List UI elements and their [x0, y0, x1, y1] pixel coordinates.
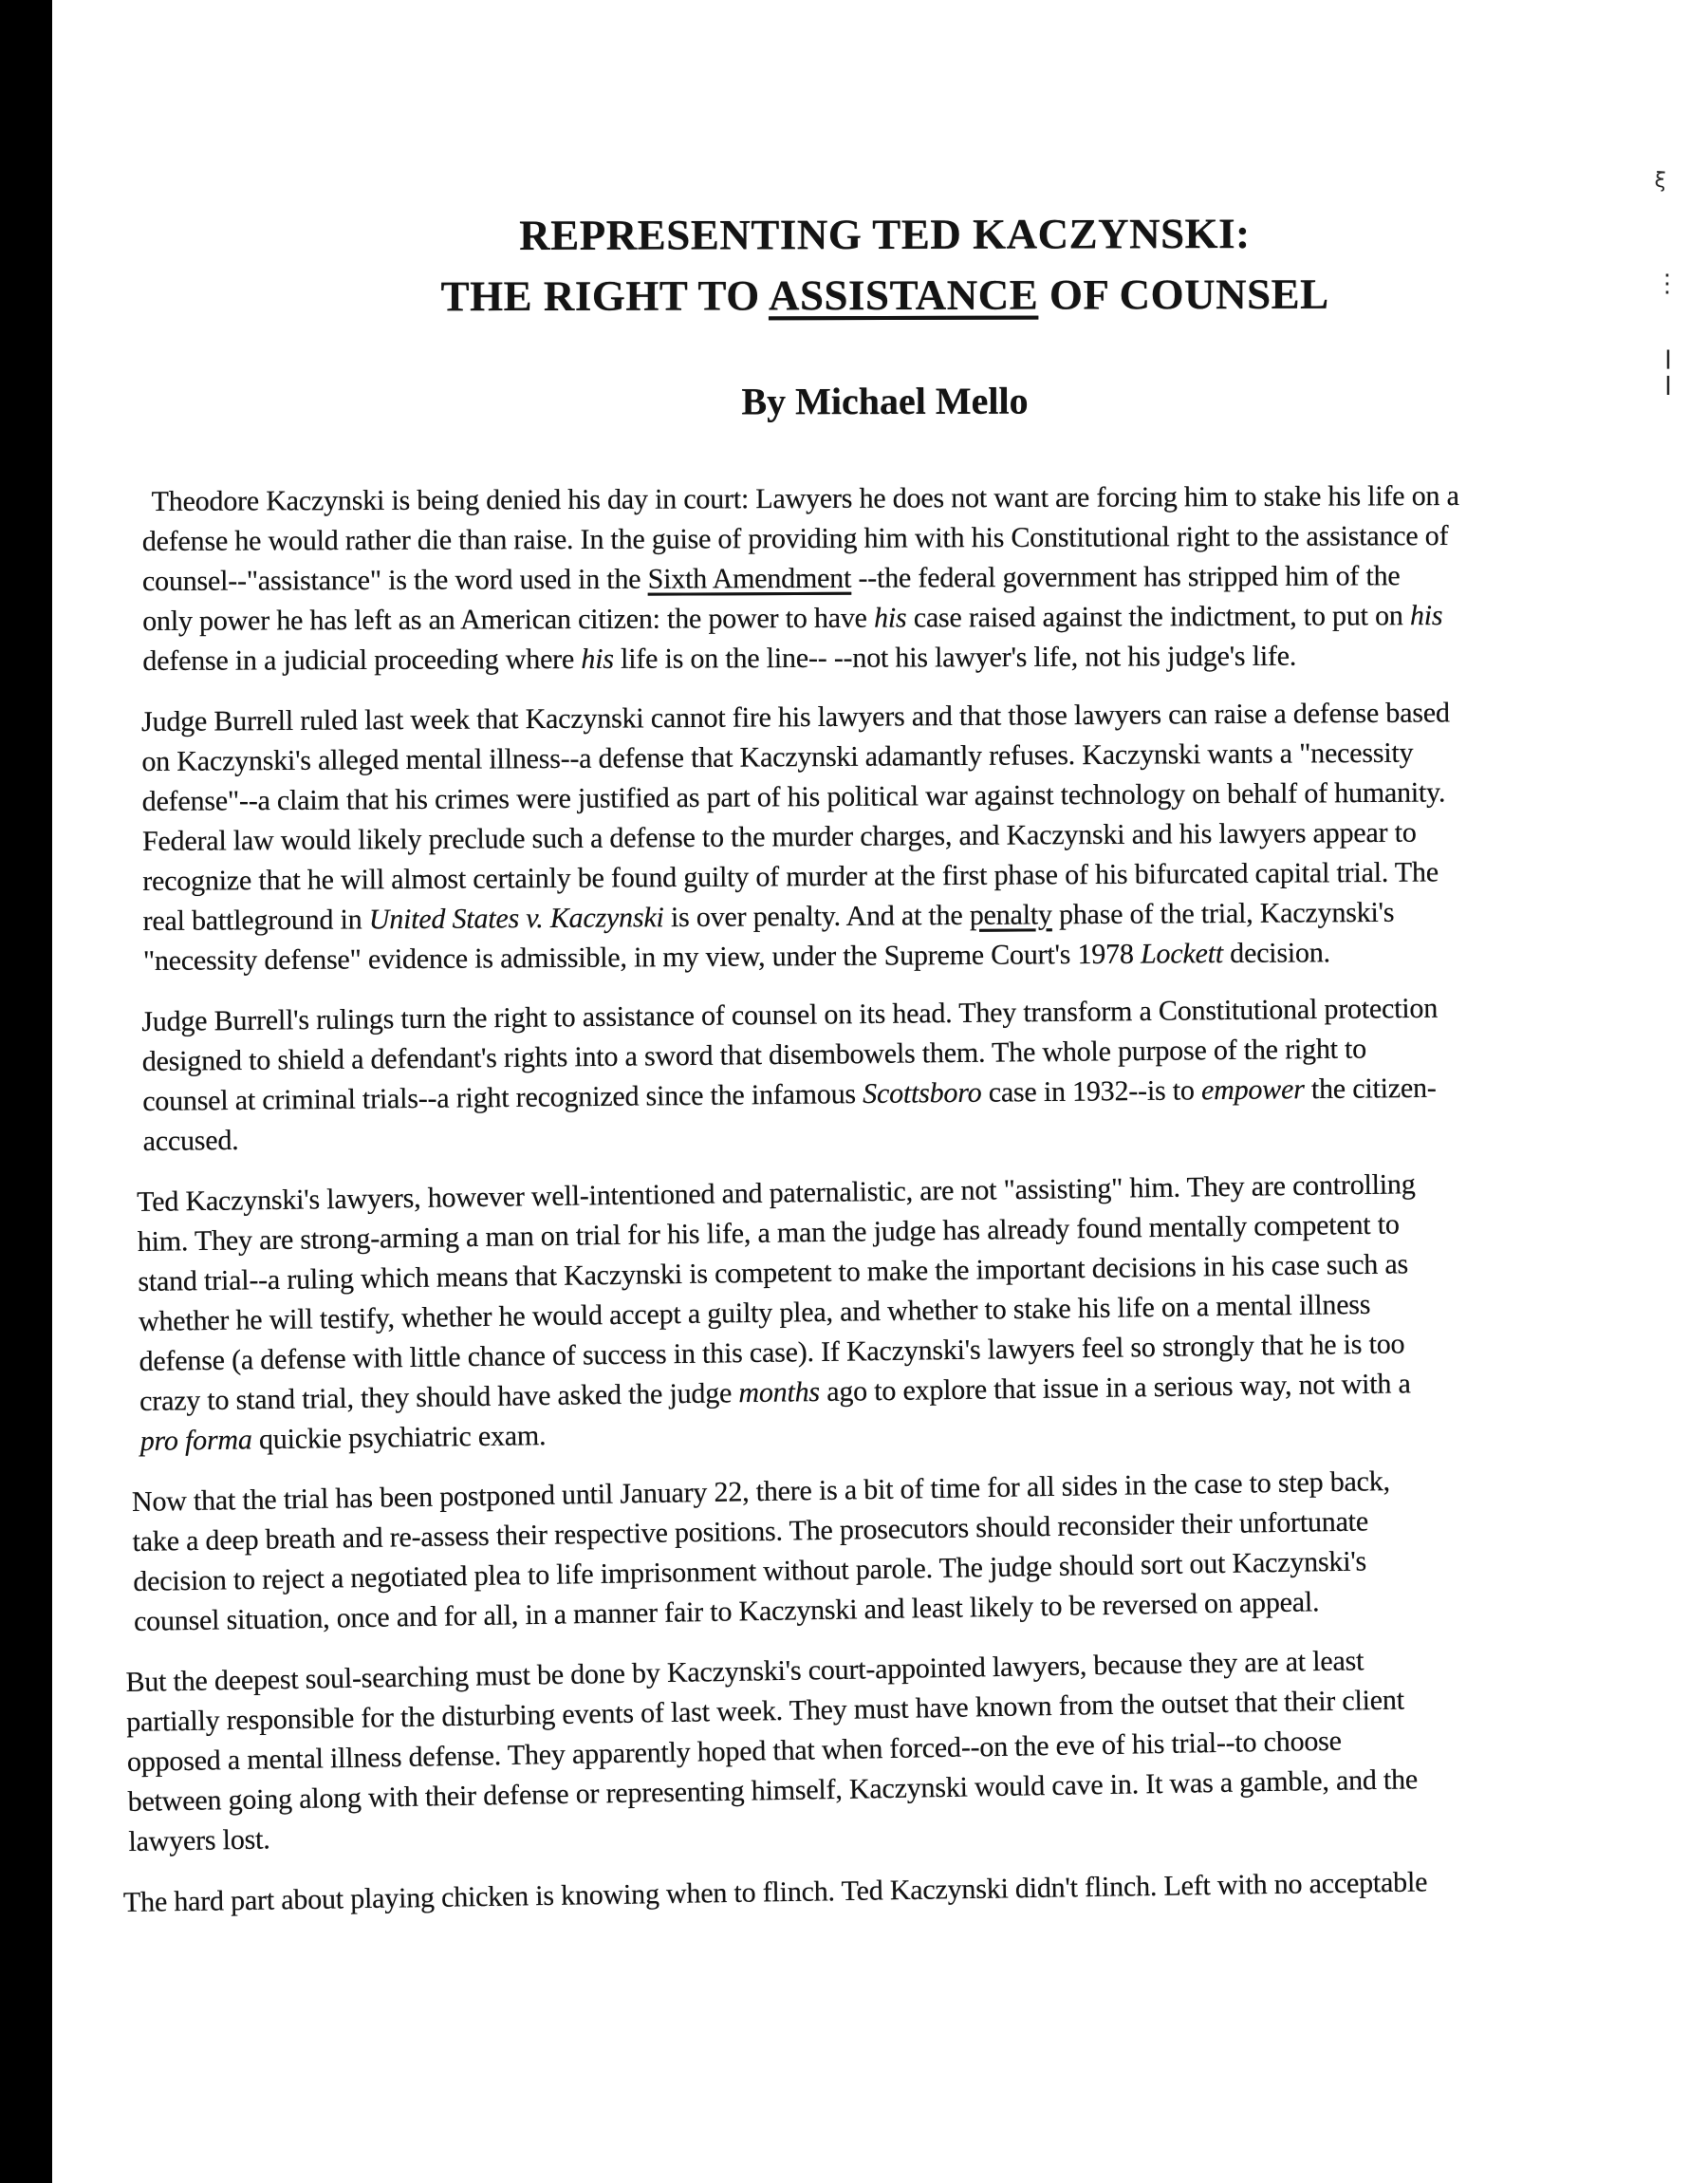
text-line: whether he will testify, whether he would accept a guilty plea, and whether to stake his life on a mental illness [138, 1288, 1371, 1337]
text-line: recognize that he will almost certainly be found guilty of murder at the first phase of his bifurcated capital trial. The [142, 856, 1439, 897]
text-line: decision to reject a negotiated plea to life imprisonment without parole. The judge should sort out Kaczynski's [133, 1545, 1367, 1597]
paragraph [142, 476, 1628, 681]
text-line: defense in a judicial proceeding where his life is on the line-- --not his lawyer's life, not his judge's life. [142, 640, 1297, 677]
text-line: take a deep breath and re-assess their respective positions. The prosecutors should reconsider their unfortunate [132, 1505, 1369, 1558]
text-line: Federal law would likely preclude such a defense to the murder charges, and Kaczynski and his lawyers appear to [141, 816, 1417, 857]
scan-spine-shadow-bar [0, 0, 52, 2183]
text-line: lawyers lost. [128, 1823, 270, 1857]
document-content [52, 0, 1708, 1923]
text-line: The hard part about playing chicken is knowing when to flinch. Ted Kaczynski didn't flinch. Left with no acceptable [122, 1866, 1428, 1918]
paragraph [141, 987, 1628, 1162]
byline: By Michael Mello [741, 379, 1029, 423]
scan-artifact-mark-1: ξ [1653, 168, 1668, 194]
text-line: opposed a mental illness defense. They apparently hoped that when forced--on the eve of his trial--to choose [126, 1725, 1343, 1778]
text-line: accused. [142, 1124, 239, 1157]
text-line: stand trial--a ruling which means that Kaczynski is competent to make the important decisions in his case such as [138, 1248, 1409, 1298]
text-line: But the deepest soul-searching must be done by Kaczynski's court-appointed lawyers, because they are at least [125, 1645, 1365, 1699]
text-line: "necessity defense" evidence is admissible, in my view, under the Supreme Court's 1978 Lockett decision. [142, 937, 1331, 977]
paragraph [137, 1162, 1629, 1462]
text-line: counsel at criminal trials--a right recognized since the infamous Scottsboro case in 1932--is to empower the citizen- [142, 1072, 1437, 1117]
title-line-2: THE RIGHT TO ASSISTANCE OF COUNSEL [440, 270, 1329, 321]
scan-artifact-mark-3: ¦ [1660, 340, 1678, 400]
document-body [122, 479, 1627, 1923]
paragraph [123, 1859, 1627, 1923]
paragraph [132, 1458, 1629, 1642]
title-line-1: REPRESENTING TED KACZYNSKI: [519, 209, 1251, 260]
text-line: between going along with their defense or representing himself, Kaczynski would cave in. It was a gamble, and the [127, 1763, 1419, 1818]
document-title [142, 202, 1627, 327]
text-line: Now that the trial has been postponed until January 22, there is a bit of time for all sides in the case to step back, [131, 1465, 1391, 1519]
text-line: on Kaczynski's alleged mental illness--a defense that Kaczynski adamantly refuses. Kaczynski wants a "necessity [141, 737, 1414, 778]
text-line: Ted Kaczynski's lawyers, however well-intentioned and paternalistic, are not "assisting" him. They are controlling [137, 1168, 1416, 1219]
text-line: Theodore Kaczynski is being denied his day in court: Lawyers he does not want are forcing him to stake his life on a [151, 479, 1459, 517]
text-line: real battleground in United States v. Kaczynski is over penalty. And at the penalty phase of the trial, Kaczynski's [142, 896, 1395, 937]
text-line: counsel situation, once and for all, in a manner fair to Kaczynski and least likely to be reversed on appeal. [133, 1586, 1320, 1637]
paragraph [141, 692, 1628, 981]
paragraph [125, 1636, 1628, 1862]
scan-artifact-mark-2: ⋮ [1655, 270, 1680, 298]
text-line: him. They are strong-arming a man on trial for his life, a man the judge has already found mentally competent to [137, 1208, 1400, 1259]
document-page [52, 0, 1708, 2183]
text-line: only power he has left as an American citizen: the power to have his case raised against the indictment, to put on his [142, 600, 1443, 637]
text-line: Judge Burrell's rulings turn the right to assistance of counsel on its head. They transform a Constitutional protection [141, 992, 1439, 1038]
text-line: defense he would rather die than raise. In the guise of providing him with his Constitutional right to the assistance of [141, 519, 1449, 558]
text-line: crazy to stand trial, they should have asked the judge months ago to explore that issue in a serious way, not with a [139, 1368, 1411, 1417]
text-line: counsel--"assistance" is the word used in the Sixth Amendment --the federal government has stripped him of the [141, 560, 1401, 597]
text-line: pro forma quickie psychiatric exam. [139, 1420, 547, 1457]
text-line: partially responsible for the disturbing events of last week. They must have known from the outset that their client [125, 1684, 1405, 1739]
text-line: designed to shield a defendant's rights into a sword that disembowels them. The whole purpose of the right to [141, 1033, 1367, 1078]
text-line: defense"--a claim that his crimes were justified as part of his political war against technology on behalf of humanity. [141, 776, 1446, 818]
text-line: Judge Burrell ruled last week that Kaczynski cannot fire his lawyers and that those lawyers can raise a defense based [141, 697, 1450, 738]
text-line: defense (a defense with little chance of success in this case). If Kaczynski's lawyers feel so strongly that he is too [139, 1328, 1405, 1377]
